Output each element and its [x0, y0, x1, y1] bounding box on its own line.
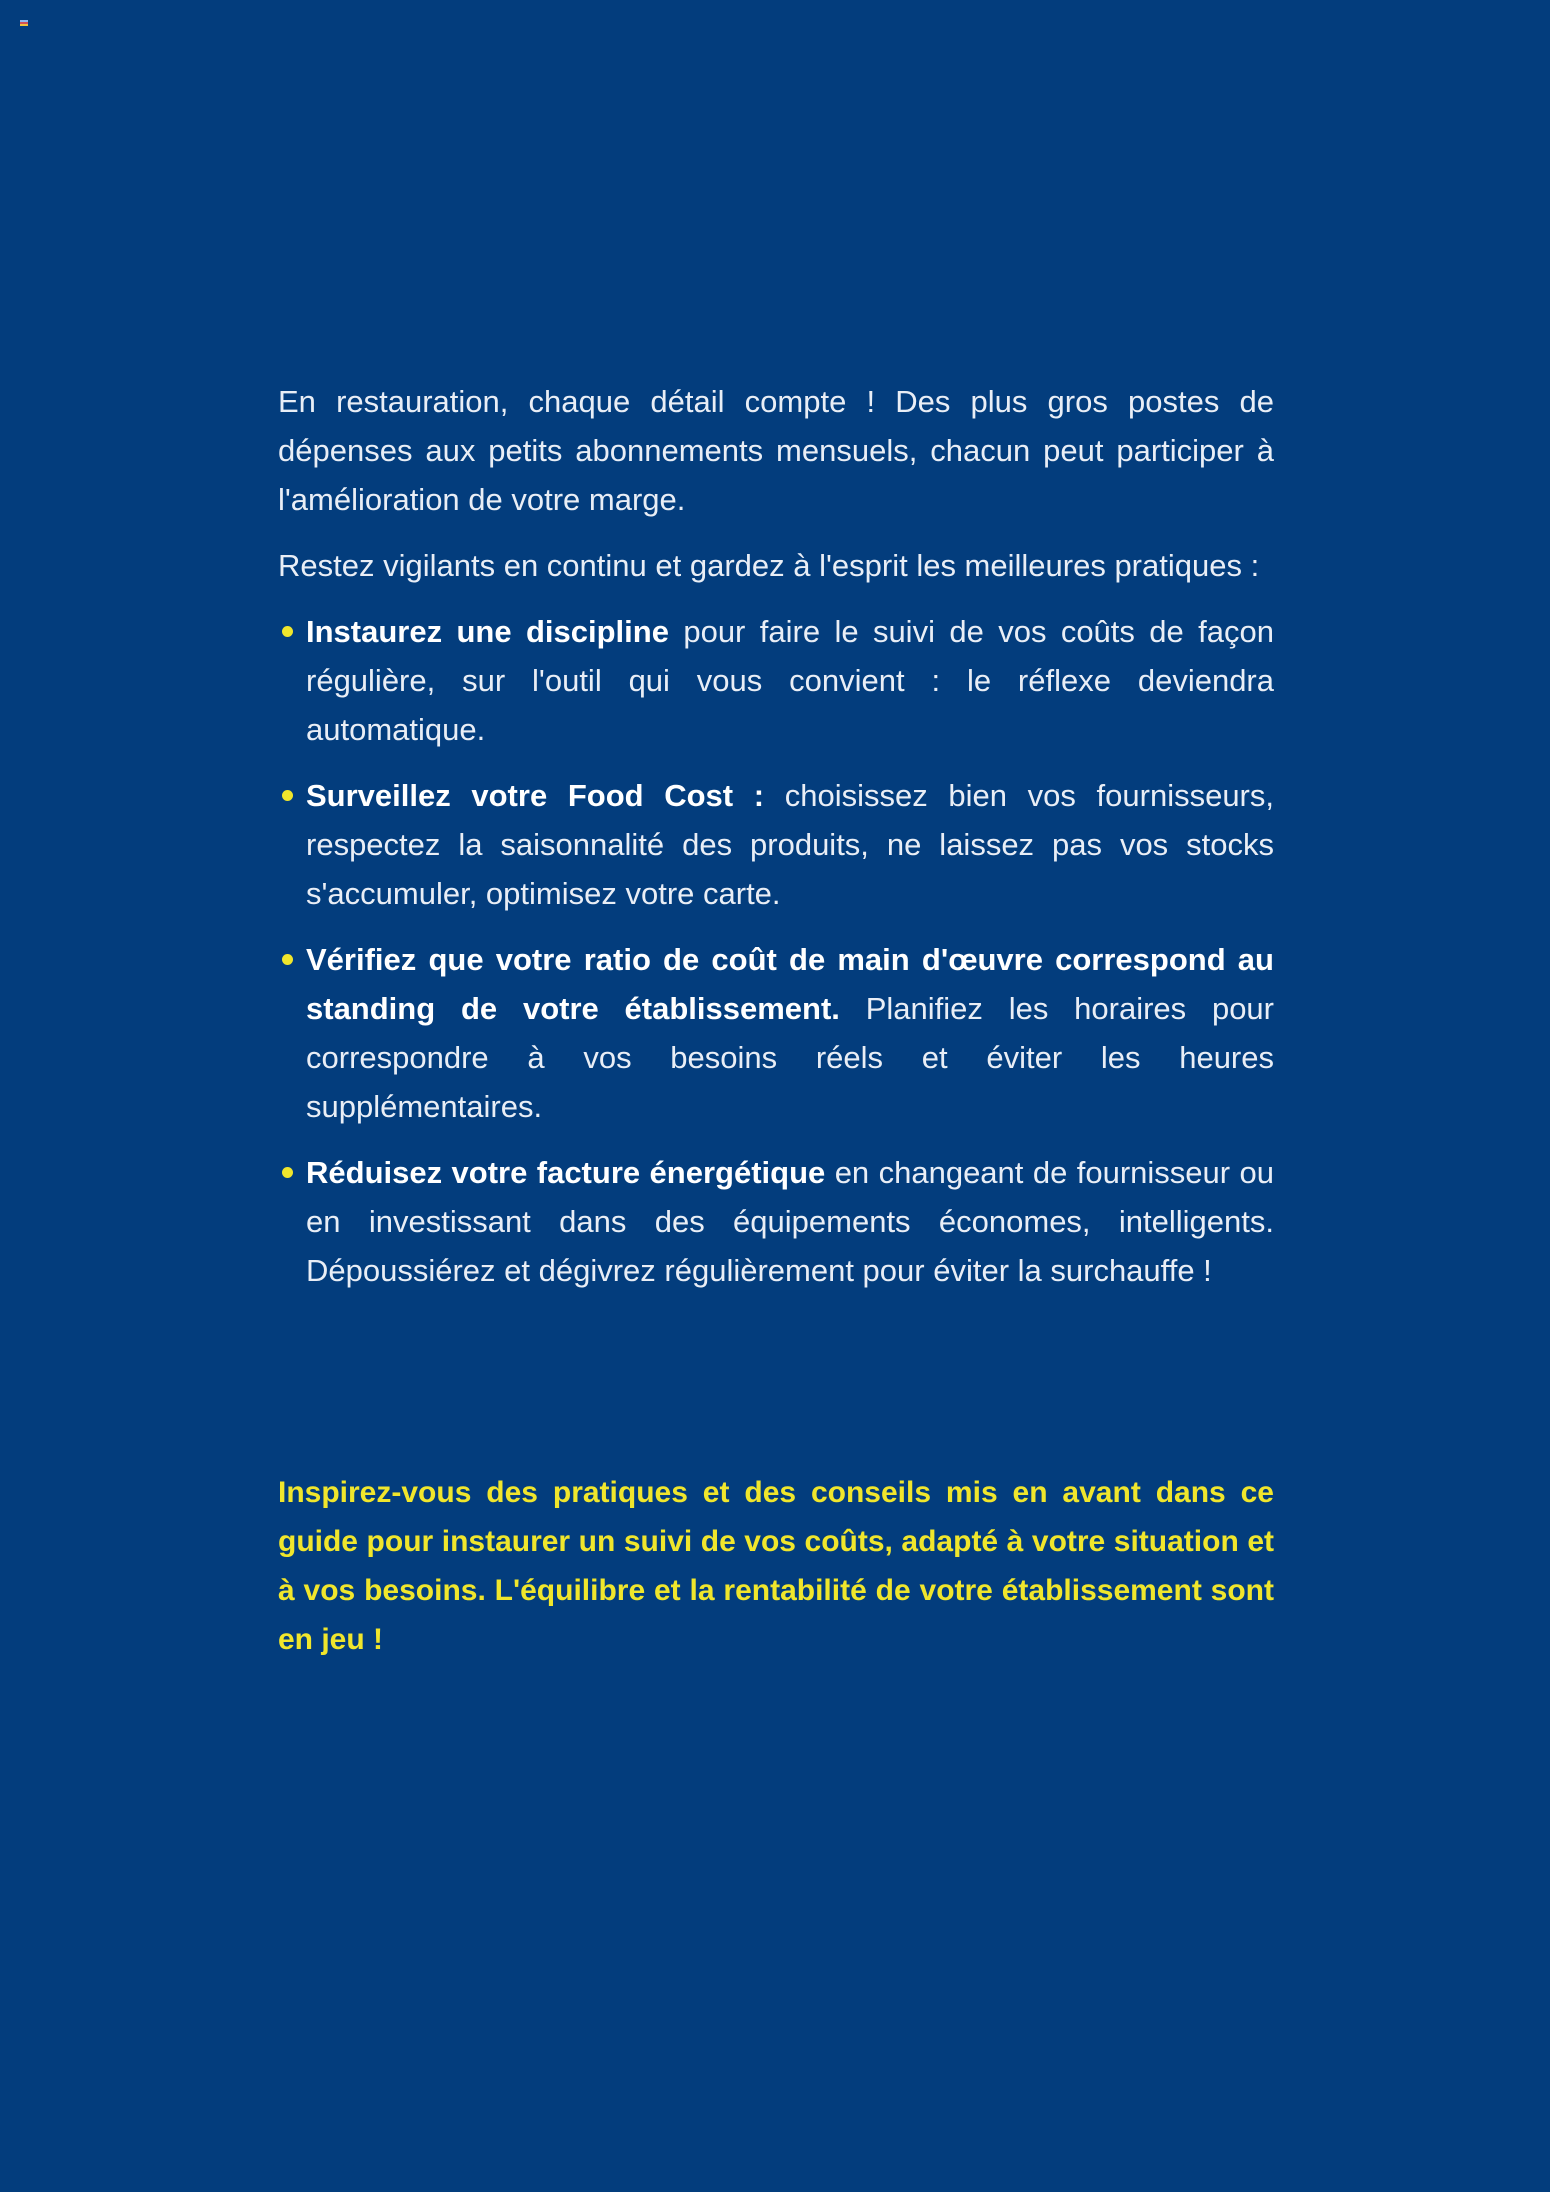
- bullet-heading: Réduisez votre facture énergétique: [306, 1155, 826, 1190]
- bullet-heading: Instaurez une discipline: [306, 614, 669, 649]
- bullet-heading: Vérifiez que votre ratio de coût de main d'œuvre correspond au standing de votre établissement.: [306, 942, 1274, 1026]
- list-item: [278, 771, 1274, 918]
- bullet-text: pour faire le suivi de vos coûts de façon régulière, sur l'outil qui vous convient : le réflexe deviendra automatique.: [306, 614, 1274, 747]
- intro-paragraph: En restauration, chaque détail compte ! Des plus gros postes de dépenses aux petits abonnements mensuels, chacun peut participer à l'amélioration de votre marge.: [278, 384, 1274, 517]
- bullet-icon: [282, 626, 293, 637]
- bullet-icon: [282, 1167, 293, 1178]
- bullet-text: choisissez bien vos fournisseurs, respectez la saisonnalité des produits, ne laissez pas vos stocks s'accumuler, optimisez votre carte.: [306, 778, 1274, 911]
- intro-paragraph: Restez vigilants en continu et gardez à l'esprit les meilleures pratiques :: [278, 548, 1260, 583]
- list-item: [278, 1148, 1274, 1295]
- list-item: [278, 607, 1274, 754]
- bullet-icon: [282, 954, 293, 965]
- flag-icon: [20, 20, 28, 26]
- bullet-icon: [282, 790, 293, 801]
- bullet-text: Planifiez les horaires pour correspondre à vos besoins réels et éviter les heures supplémentaires.: [306, 991, 1274, 1124]
- body-text: [278, 377, 1274, 1312]
- closing-callout: Inspirez-vous des pratiques et des conseils mis en avant dans ce guide pour instaurer un suivi de vos coûts, adapté à votre situation et à vos besoins. L'équilibre et la rentabilité de votre établissement sont en jeu !: [278, 1476, 1274, 1656]
- bullet-text: en changeant de fournisseur ou en investissant dans des équipements économes, intelligents. Dépoussiérez et dégivrez régulièrement pour éviter la surchauffe !: [306, 1155, 1274, 1288]
- best-practices-list: [278, 607, 1274, 1295]
- list-item: [278, 935, 1274, 1131]
- bullet-heading: Surveillez votre Food Cost :: [306, 778, 765, 813]
